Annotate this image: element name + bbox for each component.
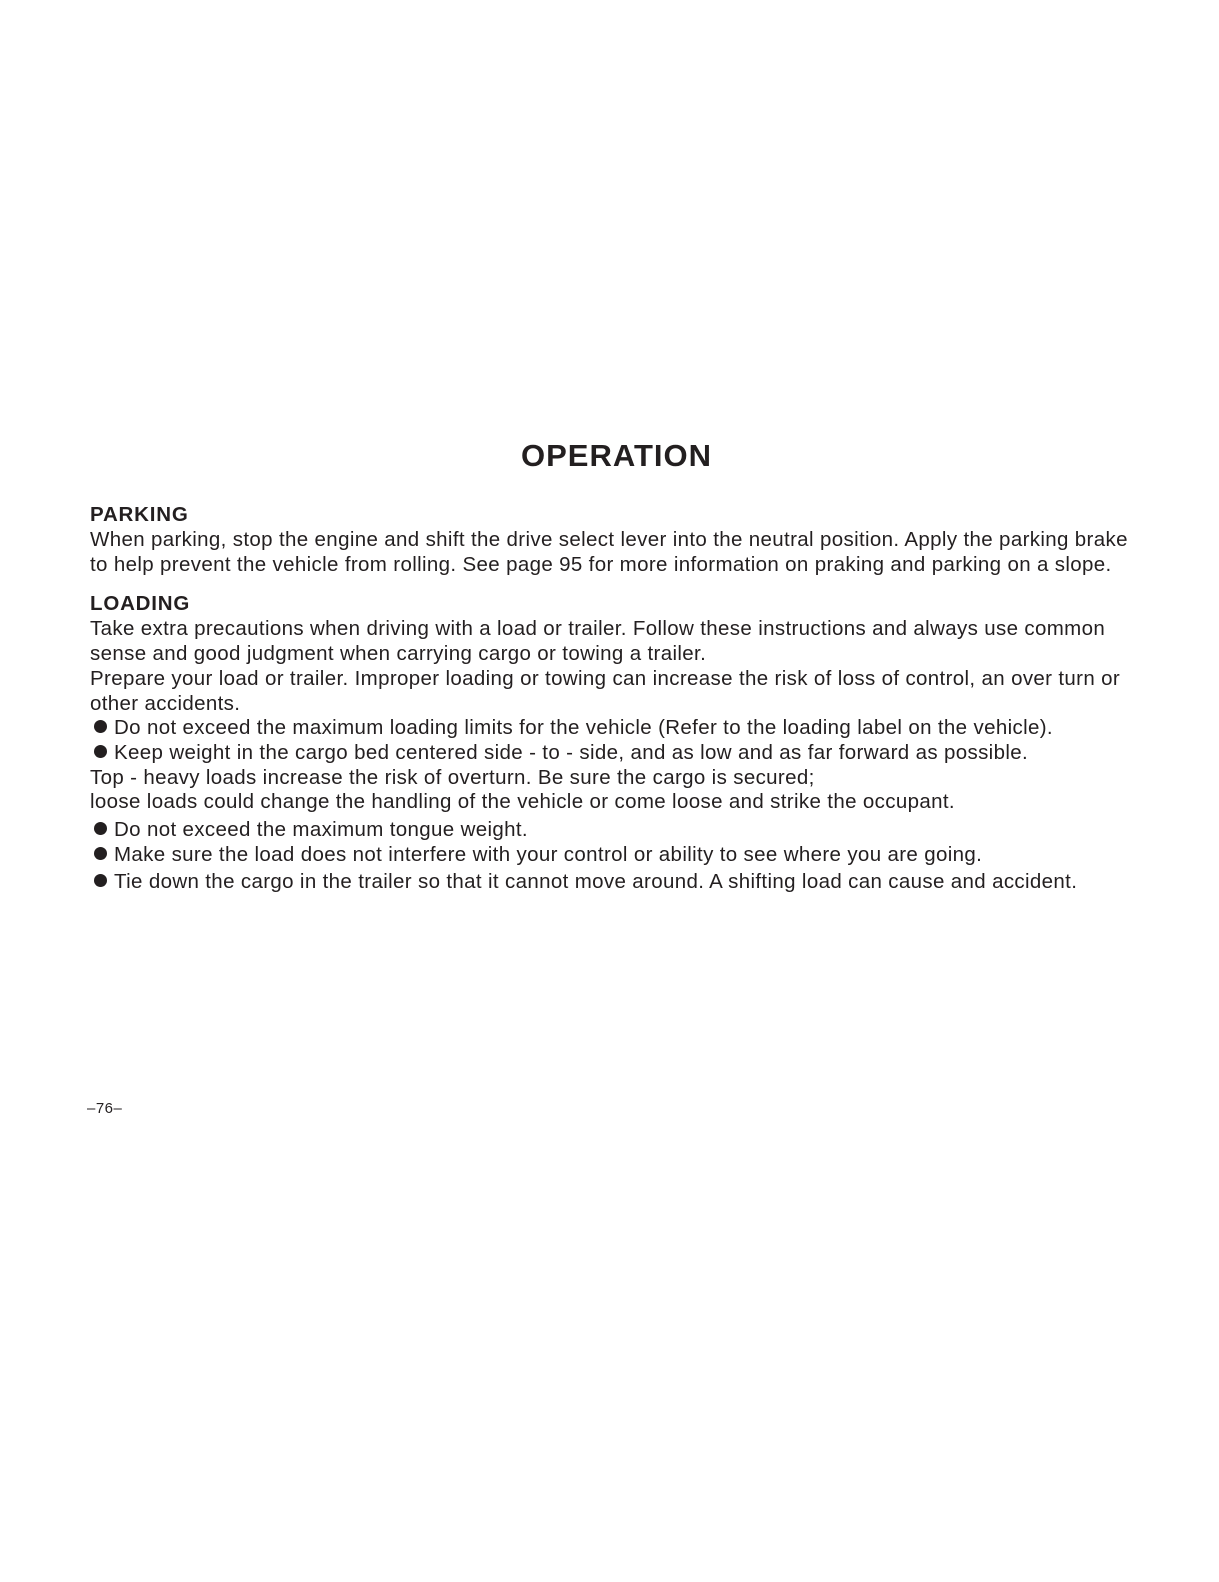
- parking-paragraph: When parking, stop the engine and shift the drive select lever into the neutral position. Apply the parking brake to help prevent the vehicle from rolling. See page 95 for more information on praking and parking on a slope.: [90, 528, 1128, 576]
- parking-section: [90, 502, 1130, 577]
- bullet-item: [90, 716, 1130, 741]
- bullet-text: Do not exceed the maximum tongue weight.: [114, 818, 528, 842]
- bullet-item: [90, 843, 1130, 868]
- loading-prepare-paragraph: Prepare your load or trailer. Improper loading or towing can increase the risk of loss of control, an over turn or other accidents.: [90, 666, 1121, 715]
- bullet-icon: [94, 745, 107, 758]
- bullet-icon: [94, 847, 107, 860]
- bullet-icon: [94, 720, 107, 733]
- bullet-text: Keep weight in the cargo bed centered side - to - side, and as low and as far forward as possible.: [114, 740, 1029, 764]
- bullet-item: [90, 818, 1130, 843]
- parking-heading: PARKING: [90, 503, 189, 526]
- bullet-item: [90, 741, 1130, 766]
- bullet-text: Make sure the load does not interfere with your control or ability to see where you are going.: [114, 842, 983, 866]
- bullet-text: Do not exceed the maximum loading limits for the vehicle (Refer to the loading label on the vehicle).: [114, 716, 1053, 740]
- loading-intro-paragraph: Take extra precautions when driving with a load or trailer. Follow these instructions and always use common sense and good judgment when carrying cargo or towing a trailer.: [90, 617, 1106, 666]
- bullet-icon: [94, 874, 107, 887]
- document-body: [90, 502, 1130, 895]
- bullet-icon: [94, 822, 107, 835]
- continuation-line: loose loads could change the handling of the vehicle or come loose and strike the occupant.: [90, 790, 955, 814]
- loading-section: [90, 591, 1130, 895]
- continuation-line: Top - heavy loads increase the risk of overturn. Be sure the cargo is secured;: [90, 765, 815, 789]
- page-title: OPERATION: [521, 438, 712, 473]
- page-number: –76–: [87, 1100, 123, 1117]
- bullet-item: [90, 870, 1130, 895]
- loading-heading: LOADING: [90, 592, 191, 616]
- bullet-text: Tie down the cargo in the trailer so that it cannot move around. A shifting load can cause and accident.: [114, 870, 1078, 894]
